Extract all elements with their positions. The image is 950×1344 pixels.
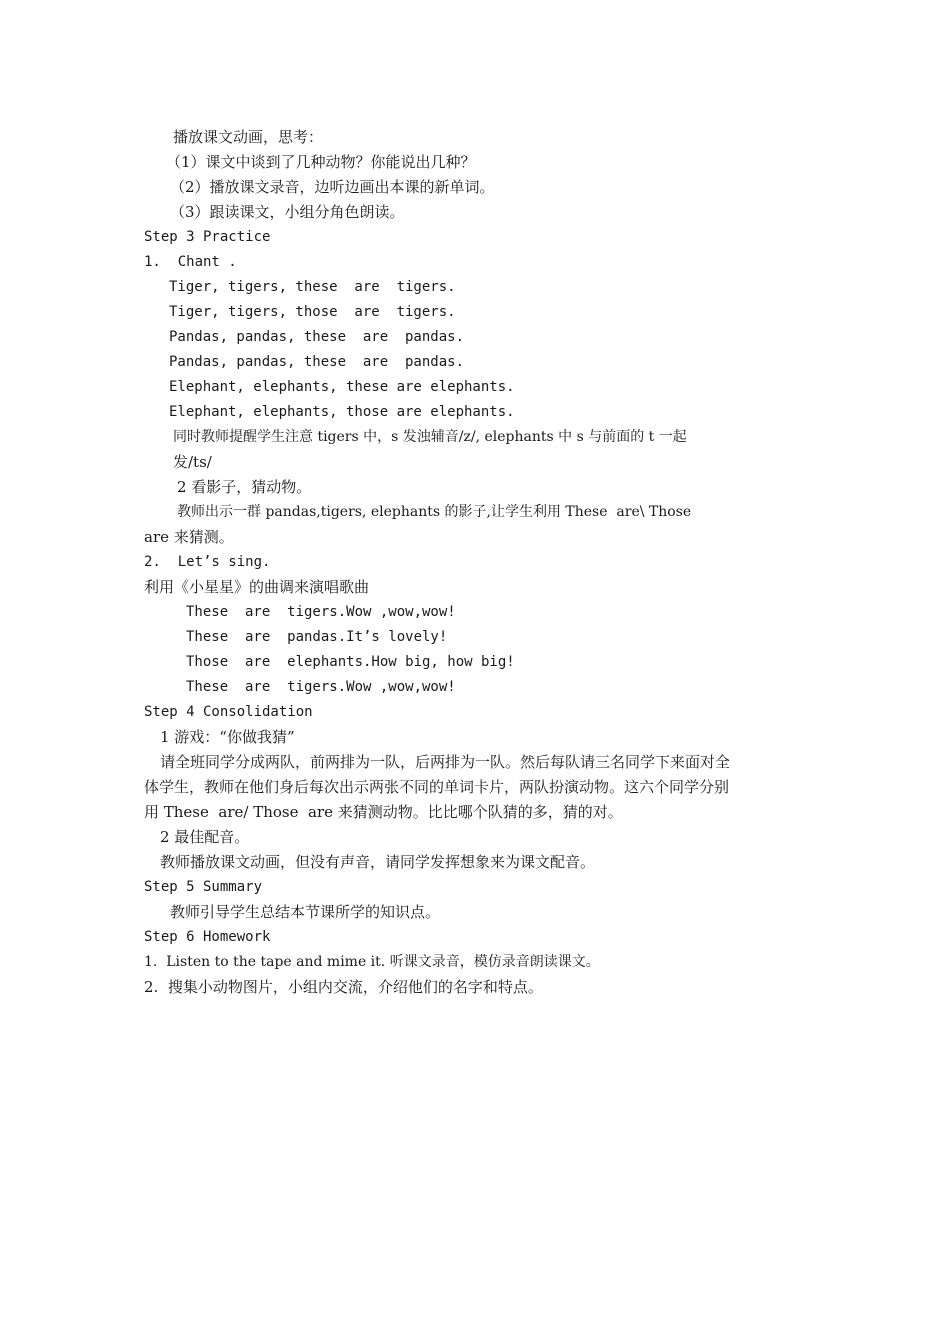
text-line: 2 最佳配音。 — [160, 828, 250, 846]
text-line: 请全班同学分成两队，前两排为一队，后两排为一队。然后每队请三名同学下来面对全 — [160, 753, 731, 771]
song-line: These are pandas.It’s lovely! — [186, 629, 448, 645]
text-line: （3）跟读课文，小组分角色朗读。 — [170, 203, 405, 221]
section-heading: Step 6 Homework — [144, 929, 271, 945]
text-line: 2. 搜集小动物图片，小组内交流，介绍他们的名字和特点。 — [144, 978, 543, 996]
chant-line: Tiger, tigers, these are tigers. — [169, 279, 456, 295]
song-line: Those are elephants.How big, how big! — [186, 654, 515, 670]
text-line: are 来猜测。 — [144, 528, 234, 546]
text-line: 1. Listen to the tape and mime it. 听课文录音，模仿录音朗读课文。 — [144, 954, 600, 970]
text-line: 发/ts/ — [173, 453, 212, 471]
text-line: 2 看影子，猜动物。 — [177, 478, 312, 496]
text-line: （2）播放课文录音，边听边画出本课的新单词。 — [170, 178, 495, 196]
section-heading: Step 5 Summary — [144, 879, 263, 895]
text-line: 体学生，教师在他们身后每次出示两张不同的单词卡片，两队扮演动物。这六个同学分别 — [144, 778, 730, 796]
text-line: 1 游戏：“你做我猜” — [160, 728, 295, 746]
text-line: 1. Chant . — [144, 254, 237, 270]
section-heading: Step 4 Consolidation — [144, 704, 313, 720]
text-line: 2. Let’s sing. — [144, 554, 271, 570]
text-line: 教师出示一群 pandas,tigers, elephants 的影子,让学生利用 These are\ Those — [177, 504, 692, 520]
chant-line: Pandas, pandas, these are pandas. — [169, 354, 465, 370]
text-line: 播放课文动画，思考： — [173, 128, 324, 146]
text-line: （1）课文中谈到了几种动物？你能说出几种？ — [166, 153, 476, 171]
text-line: 教师播放课文动画，但没有声音，请同学发挥想象来为课文配音。 — [160, 853, 596, 871]
text-line: 同时教师提醒学生注意 tigers 中，s 发浊辅音/z/, elephants 中 s 与前面的 t 一起 — [173, 429, 687, 445]
text-line: 利用《小星星》的曲调来演唱歌曲 — [144, 578, 370, 596]
chant-line: Pandas, pandas, these are pandas. — [169, 329, 465, 345]
section-heading: Step 3 Practice — [144, 229, 271, 245]
song-line: These are tigers.Wow ,wow,wow! — [186, 679, 456, 695]
text-line: 教师引导学生总结本节课所学的知识点。 — [170, 903, 441, 921]
text-line: 用 These are/ Those are 来猜测动物。比比哪个队猜的多，猜的对。 — [144, 803, 623, 821]
song-line: These are tigers.Wow ,wow,wow! — [186, 604, 456, 620]
chant-line: Tiger, tigers, those are tigers. — [169, 304, 456, 320]
chant-line: Elephant, elephants, these are elephants. — [169, 379, 515, 395]
chant-line: Elephant, elephants, those are elephants. — [169, 404, 515, 420]
